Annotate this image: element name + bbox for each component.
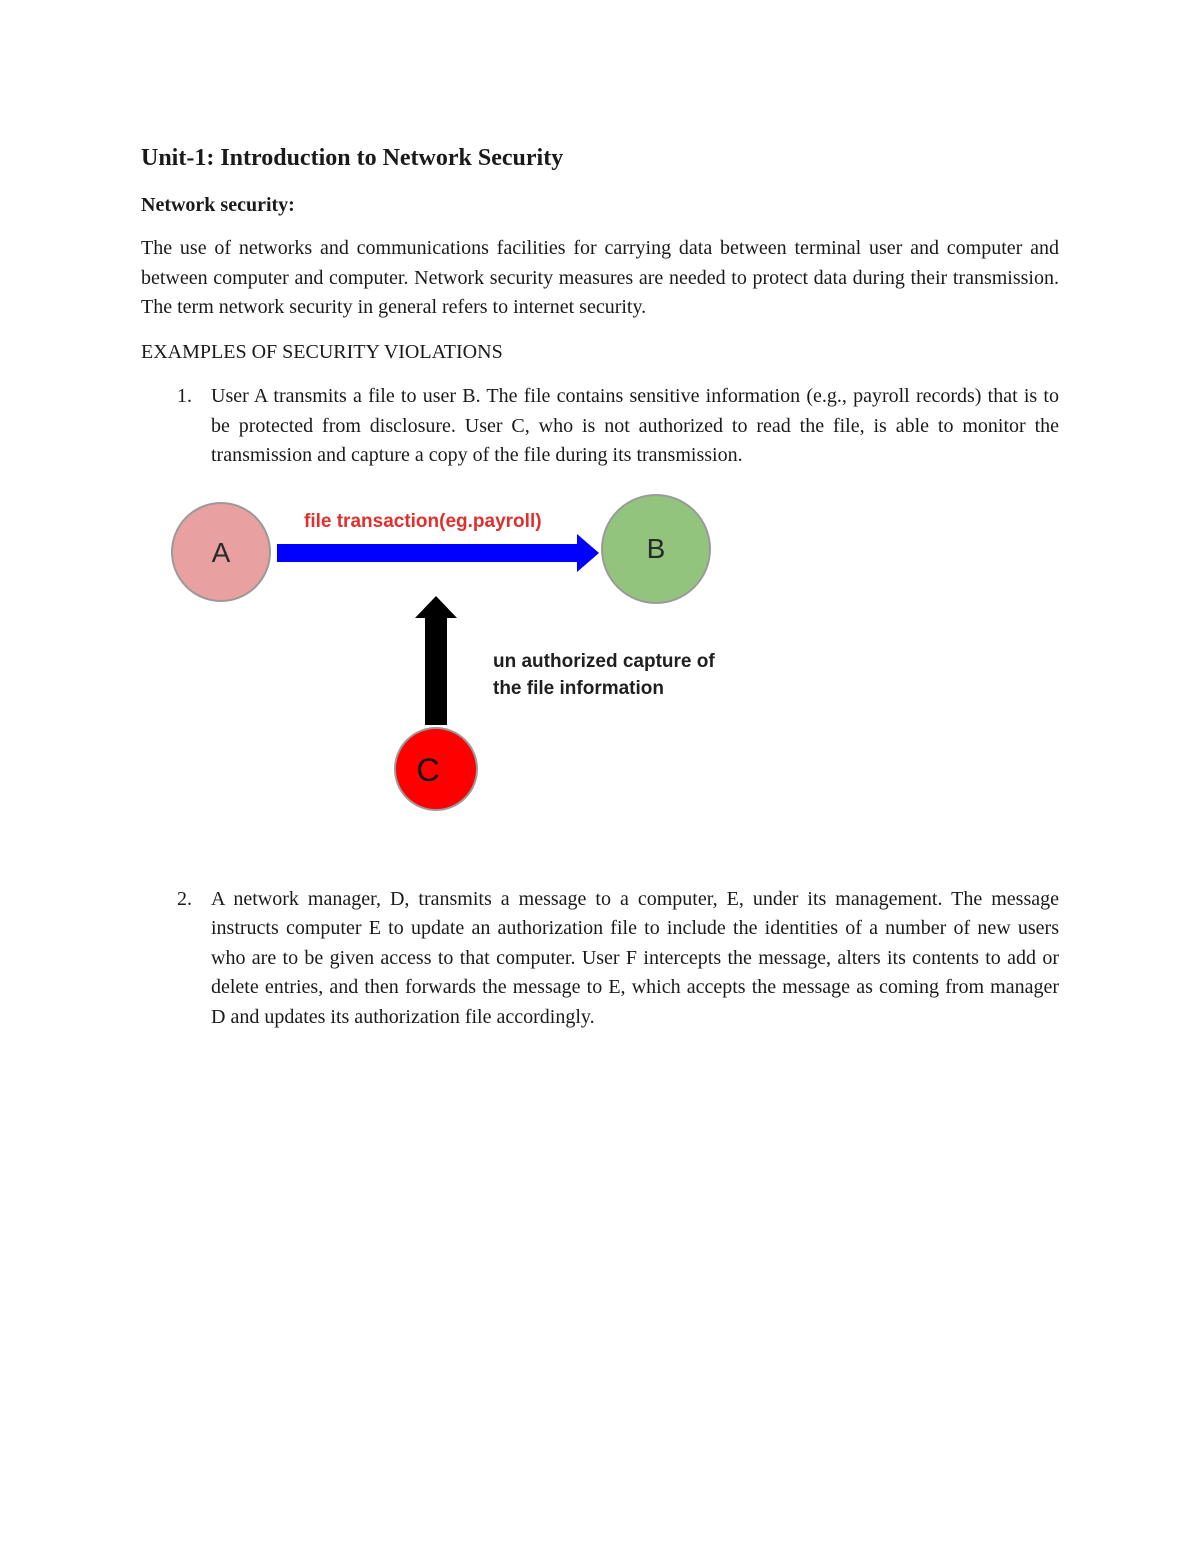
list-item-number: 1.	[177, 385, 192, 407]
node-b	[602, 495, 710, 603]
list-item	[141, 885, 1059, 1033]
capture-arrow	[415, 596, 457, 725]
capture-label-line1: un authorized capture of	[493, 650, 715, 672]
intro-paragraph: The use of networks and communications facilities for carrying data between terminal user and computer and between computer and computer. Network security measures are needed to protect data during their transmission. The term network security in general refers to internet security.	[141, 237, 1059, 318]
page-title: Unit-1: Introduction to Network Security	[141, 145, 564, 171]
list-item-number: 2.	[177, 887, 192, 910]
list-item-text: A network manager, D, transmits a message to a computer, E, under its management. The message instructs computer E to update an authorization file to include the identities of a number of new users who are to be given access to that computer. User F intercepts the message, alters its contents to add or delete entries, and then forwards the message to E, which accepts the message as coming from manager D and updates its authorization file accordingly.	[211, 887, 1059, 1028]
transfer-label: file transaction(eg.payroll)	[304, 510, 542, 532]
list-item	[141, 382, 1059, 471]
node-a	[172, 503, 270, 601]
node-a-label: A	[211, 536, 231, 568]
section-heading: Network security:	[141, 194, 295, 216]
list-item-text: User A transmits a file to user B. The file contains sensitive information (e.g., payroll records) that is to be protected from disclosure. User C, who is not authorized to read the file, is able to monitor the transmission and capture a copy of the file during its transmission.	[211, 385, 1059, 466]
document-page	[141, 140, 1059, 1032]
examples-heading: EXAMPLES OF SECURITY VIOLATIONS	[141, 340, 503, 363]
diagram-canvas	[141, 484, 1059, 876]
node-c	[395, 728, 477, 810]
node-c-label: C	[416, 751, 440, 788]
capture-label-line2: the file information	[493, 677, 664, 699]
transfer-arrow	[277, 534, 599, 572]
node-b-label: B	[646, 532, 666, 564]
security-violation-diagram	[141, 484, 1059, 876]
